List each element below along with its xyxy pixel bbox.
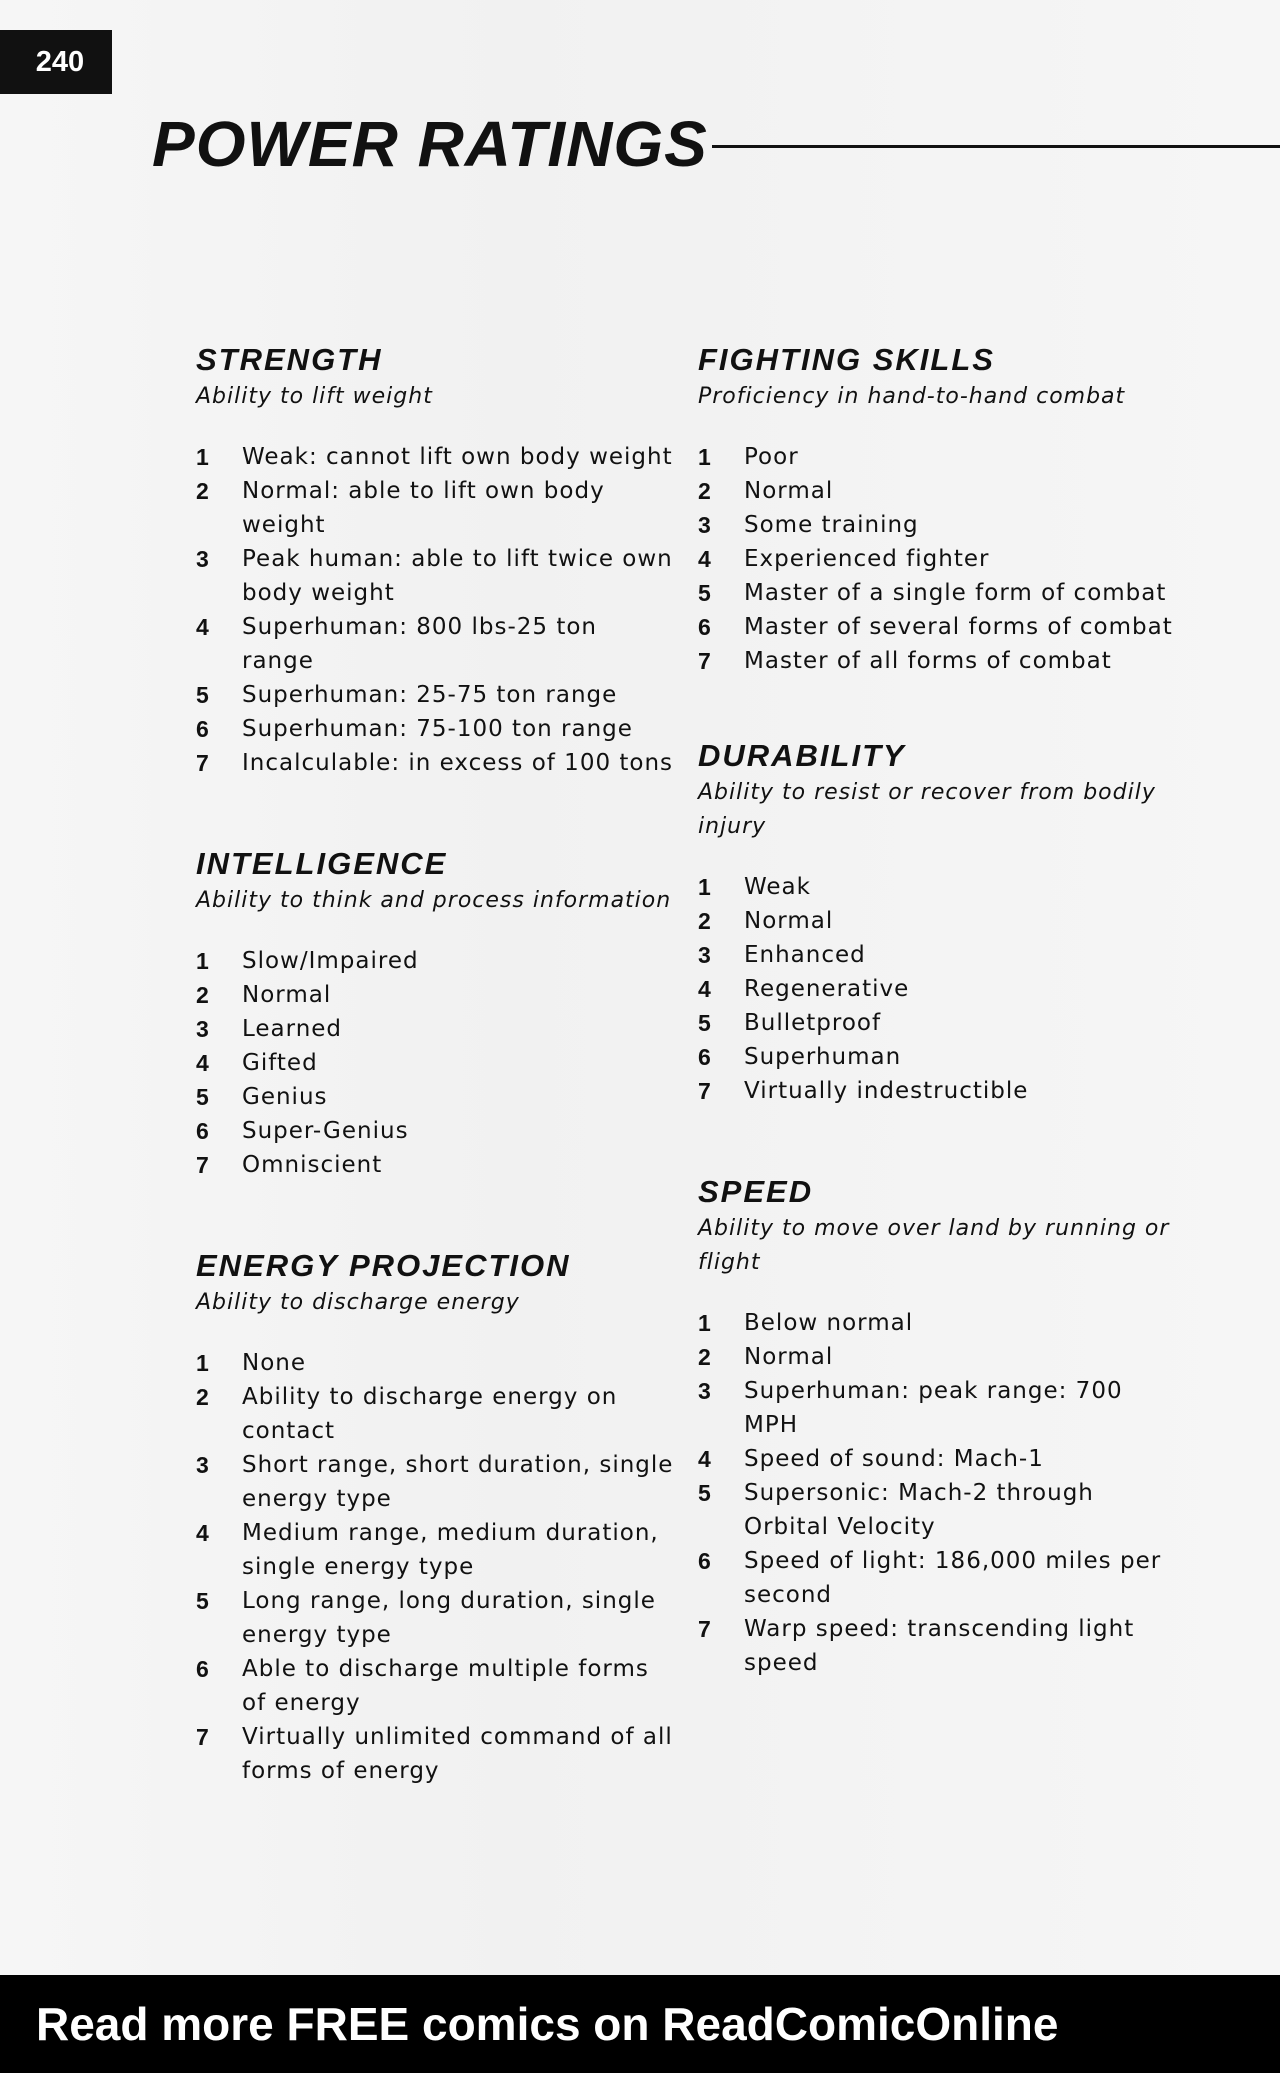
rating-number: 3 bbox=[698, 1378, 712, 1404]
rating-number: 3 bbox=[698, 512, 712, 538]
rating-number: 7 bbox=[196, 1724, 210, 1750]
rating-text: Able to discharge multiple forms of energy bbox=[242, 1656, 649, 1716]
rating-item bbox=[698, 1306, 1178, 1340]
rating-item bbox=[196, 1012, 676, 1046]
rating-number: 1 bbox=[698, 444, 712, 470]
rating-item bbox=[196, 1652, 676, 1720]
title-rule bbox=[712, 145, 1280, 148]
rating-item bbox=[196, 1114, 676, 1148]
section-heading: SPEED bbox=[698, 1174, 814, 1209]
rating-text: Supersonic: Mach-2 through Orbital Velocity bbox=[744, 1480, 1094, 1540]
section-description: Ability to move over land by running or flight bbox=[698, 1216, 1170, 1275]
rating-item bbox=[698, 644, 1178, 678]
rating-item bbox=[698, 904, 1178, 938]
section-intelligence bbox=[196, 844, 676, 1182]
section-fighting-skills bbox=[698, 340, 1178, 678]
section-description: Ability to resist or recover from bodily injury bbox=[698, 780, 1156, 839]
rating-text: Short range, short duration, single energy type bbox=[242, 1452, 674, 1512]
rating-text: Ability to discharge energy on contact bbox=[242, 1384, 618, 1444]
rating-number: 7 bbox=[196, 1152, 210, 1178]
rating-text: Normal bbox=[744, 478, 834, 504]
rating-item bbox=[698, 1442, 1178, 1476]
rating-text: Master of a single form of combat bbox=[744, 580, 1167, 606]
rating-list bbox=[698, 440, 1178, 678]
section-heading: STRENGTH bbox=[196, 342, 383, 377]
rating-text: Normal: able to lift own body weight bbox=[242, 478, 605, 538]
rating-number: 2 bbox=[698, 478, 712, 504]
rating-text: Normal bbox=[744, 908, 834, 934]
rating-item bbox=[196, 542, 676, 610]
rating-list bbox=[698, 870, 1178, 1108]
rating-number: 2 bbox=[698, 1344, 712, 1370]
rating-text: Superhuman: 25-75 ton range bbox=[242, 682, 618, 708]
rating-number: 2 bbox=[698, 908, 712, 934]
rating-text: Poor bbox=[744, 444, 799, 470]
section-strength bbox=[196, 340, 676, 780]
rating-text: Below normal bbox=[744, 1310, 914, 1336]
rating-text: Regenerative bbox=[744, 976, 910, 1002]
rating-item bbox=[196, 1080, 676, 1114]
rating-item bbox=[698, 440, 1178, 474]
rating-text: Some training bbox=[744, 512, 919, 538]
rating-number: 4 bbox=[196, 614, 210, 640]
rating-number: 1 bbox=[698, 1310, 712, 1336]
rating-number: 2 bbox=[196, 982, 210, 1008]
rating-item bbox=[698, 474, 1178, 508]
rating-text: Master of all forms of combat bbox=[744, 648, 1112, 674]
rating-item bbox=[196, 712, 676, 746]
rating-number: 5 bbox=[698, 580, 712, 606]
rating-item bbox=[698, 576, 1178, 610]
rating-text: Learned bbox=[242, 1016, 343, 1042]
rating-text: Virtually indestructible bbox=[744, 1078, 1029, 1104]
rating-number: 5 bbox=[698, 1010, 712, 1036]
rating-item bbox=[698, 1374, 1178, 1442]
section-heading: DURABILITY bbox=[698, 738, 906, 773]
rating-number: 6 bbox=[196, 1656, 210, 1682]
rating-item bbox=[196, 1720, 676, 1788]
rating-number: 6 bbox=[698, 1548, 712, 1574]
rating-number: 7 bbox=[698, 648, 712, 674]
rating-text: Genius bbox=[242, 1084, 328, 1110]
rating-item bbox=[196, 1448, 676, 1516]
rating-text: Superhuman: 75-100 ton range bbox=[242, 716, 633, 742]
left-column bbox=[196, 340, 676, 1788]
rating-text: Superhuman: 800 lbs-25 ton range bbox=[242, 614, 597, 674]
rating-text: Normal bbox=[242, 982, 332, 1008]
rating-item bbox=[196, 746, 676, 780]
rating-number: 4 bbox=[196, 1520, 210, 1546]
rating-item bbox=[196, 1516, 676, 1584]
rating-text: Superhuman: peak range: 700 MPH bbox=[744, 1378, 1123, 1438]
rating-text: Speed of light: 186,000 miles per second bbox=[744, 1548, 1162, 1608]
rating-item bbox=[196, 978, 676, 1012]
section-description: Ability to lift weight bbox=[196, 384, 433, 409]
section-description: Ability to discharge energy bbox=[196, 1290, 520, 1315]
rating-text: Gifted bbox=[242, 1050, 318, 1076]
rating-item bbox=[698, 1612, 1178, 1680]
rating-text: Virtually unlimited command of all forms of energy bbox=[242, 1724, 673, 1784]
rating-text: Normal bbox=[744, 1344, 834, 1370]
rating-number: 6 bbox=[196, 1118, 210, 1144]
section-description: Ability to think and process information bbox=[196, 888, 672, 913]
rating-number: 6 bbox=[196, 716, 210, 742]
rating-item bbox=[698, 938, 1178, 972]
rating-item bbox=[196, 610, 676, 678]
rating-list bbox=[196, 944, 676, 1182]
rating-item bbox=[196, 944, 676, 978]
right-column bbox=[698, 340, 1178, 1680]
section-heading: ENERGY PROJECTION bbox=[196, 1248, 571, 1283]
rating-text: Superhuman bbox=[744, 1044, 902, 1070]
rating-item bbox=[698, 972, 1178, 1006]
rating-text: Bulletproof bbox=[744, 1010, 882, 1036]
rating-number: 3 bbox=[698, 942, 712, 968]
section-speed bbox=[698, 1172, 1178, 1680]
rating-item bbox=[698, 870, 1178, 904]
rating-number: 4 bbox=[698, 976, 712, 1002]
rating-number: 5 bbox=[698, 1480, 712, 1506]
section-heading: INTELLIGENCE bbox=[196, 846, 448, 881]
rating-number: 7 bbox=[196, 750, 210, 776]
rating-item bbox=[698, 610, 1178, 644]
rating-item bbox=[196, 1380, 676, 1448]
rating-text: Super-Genius bbox=[242, 1118, 409, 1144]
rating-list bbox=[196, 440, 676, 780]
title-row bbox=[152, 104, 1280, 184]
rating-text: Warp speed: transcending light speed bbox=[744, 1616, 1135, 1676]
rating-number: 6 bbox=[698, 614, 712, 640]
rating-number: 3 bbox=[196, 546, 210, 572]
page-title: POWER RATINGS bbox=[152, 108, 708, 180]
rating-item bbox=[698, 508, 1178, 542]
rating-number: 5 bbox=[196, 1084, 210, 1110]
rating-text: Speed of sound: Mach-1 bbox=[744, 1446, 1044, 1472]
footer-banner[interactable]: Read more FREE comics on ReadComicOnline bbox=[0, 1975, 1280, 2073]
rating-item bbox=[196, 1046, 676, 1080]
rating-number: 1 bbox=[698, 874, 712, 900]
rating-item bbox=[196, 1148, 676, 1182]
rating-number: 1 bbox=[196, 444, 210, 470]
rating-item bbox=[196, 1346, 676, 1380]
rating-item bbox=[698, 542, 1178, 576]
rating-list bbox=[196, 1346, 676, 1788]
rating-number: 5 bbox=[196, 682, 210, 708]
rating-number: 2 bbox=[196, 478, 210, 504]
rating-item bbox=[196, 474, 676, 542]
rating-text: Long range, long duration, single energy type bbox=[242, 1588, 656, 1648]
rating-text: Omniscient bbox=[242, 1152, 383, 1178]
rating-text: Enhanced bbox=[744, 942, 866, 968]
rating-number: 4 bbox=[196, 1050, 210, 1076]
rating-number: 4 bbox=[698, 1446, 712, 1472]
rating-number: 7 bbox=[698, 1616, 712, 1642]
rating-number: 7 bbox=[698, 1078, 712, 1104]
section-durability bbox=[698, 736, 1178, 1108]
rating-number: 4 bbox=[698, 546, 712, 572]
rating-item bbox=[196, 440, 676, 474]
section-energy-projection bbox=[196, 1246, 676, 1788]
page-number: 240 bbox=[0, 30, 112, 94]
rating-text: Weak bbox=[744, 874, 811, 900]
rating-list bbox=[698, 1306, 1178, 1680]
rating-text: None bbox=[242, 1350, 307, 1376]
rating-item bbox=[698, 1476, 1178, 1544]
rating-number: 1 bbox=[196, 1350, 210, 1376]
rating-text: Slow/Impaired bbox=[242, 948, 419, 974]
rating-text: Incalculable: in excess of 100 tons bbox=[242, 750, 674, 776]
rating-item bbox=[698, 1544, 1178, 1612]
rating-number: 1 bbox=[196, 948, 210, 974]
rating-number: 3 bbox=[196, 1452, 210, 1478]
rating-number: 3 bbox=[196, 1016, 210, 1042]
rating-item bbox=[698, 1074, 1178, 1108]
rating-text: Master of several forms of combat bbox=[744, 614, 1173, 640]
section-heading: FIGHTING SKILLS bbox=[698, 342, 995, 377]
rating-number: 2 bbox=[196, 1384, 210, 1410]
rating-text: Experienced fighter bbox=[744, 546, 990, 572]
rating-number: 5 bbox=[196, 1588, 210, 1614]
rating-number: 6 bbox=[698, 1044, 712, 1070]
rating-item bbox=[698, 1340, 1178, 1374]
rating-item bbox=[196, 1584, 676, 1652]
section-description: Proficiency in hand-to-hand combat bbox=[698, 384, 1126, 409]
rating-item bbox=[698, 1040, 1178, 1074]
rating-text: Medium range, medium duration, single energy type bbox=[242, 1520, 659, 1580]
rating-item bbox=[196, 678, 676, 712]
rating-item bbox=[698, 1006, 1178, 1040]
rating-text: Weak: cannot lift own body weight bbox=[242, 444, 673, 470]
rating-text: Peak human: able to lift twice own body weight bbox=[242, 546, 673, 606]
